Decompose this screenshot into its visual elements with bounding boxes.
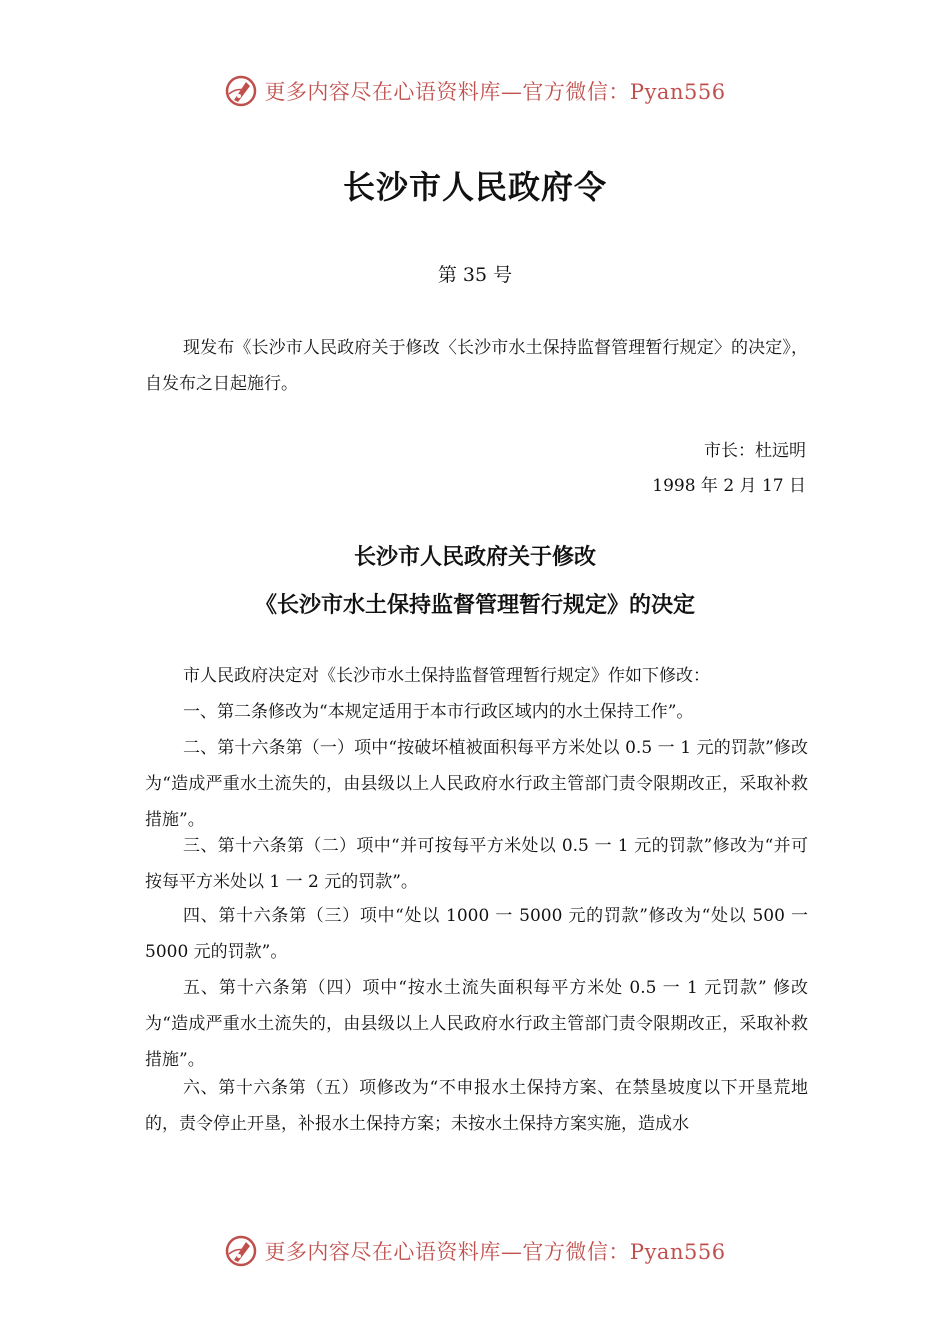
body-paragraph-item-2: 二、第十六条第（一）项中“按破坏植被面积每平方米处以 0.5 一 1 元的罚款”修改为“造成严重水土流失的，由县级以上人民政府水行政主管部门责令限期改正，采取补救措施”。 bbox=[145, 738, 808, 830]
signature-date: 1998 年 2 月 17 日 bbox=[652, 476, 806, 496]
body-paragraph-item-5: 五、第十六条第（四）项中“按水土流失面积每平方米处 0.5 一 1 元罚款” 修改为“造成严重水土流失的，由县级以上人民政府水行政主管部门责令限期改正，采取补救措施”。 bbox=[145, 978, 808, 1070]
watermark-text: 更多内容尽在心语资料库—官方微信：Pyan556 bbox=[264, 80, 726, 104]
decision-title-line2: 《长沙市水土保持监督管理暂行规定》的决定 bbox=[254, 592, 695, 618]
document-title: 长沙市人民政府令 bbox=[342, 168, 607, 206]
order-number: 第 35 号 bbox=[437, 264, 513, 286]
watermark-footer bbox=[0, 1234, 950, 1268]
body-paragraph-item-6: 六、第十六条第（五）项修改为“不申报水土保持方案、在禁垦坡度以下开垦荒地的，责令停止开垦，补报水土保持方案；未按水土保持方案实施，造成水 bbox=[145, 1078, 808, 1134]
watermark-header bbox=[0, 74, 950, 108]
watermark-text: 更多内容尽在心语资料库—官方微信：Pyan556 bbox=[264, 1240, 726, 1264]
signature-mayor: 市长：杜远明 bbox=[704, 441, 806, 461]
body-paragraph-intro: 市人民政府决定对《长沙市水土保持监督管理暂行规定》作如下修改： bbox=[183, 666, 710, 686]
announcement-paragraph: 现发布《长沙市人民政府关于修改〈长沙市水土保持监督管理暂行规定〉的决定》，自发布之日起施行。 bbox=[145, 338, 808, 394]
body-paragraph-item-4: 四、第十六条第（三）项中“处以 1000 一 5000 元的罚款”修改为“处以 500 一 5000 元的罚款”。 bbox=[145, 906, 808, 962]
decision-title-line1: 长沙市人民政府关于修改 bbox=[353, 544, 596, 570]
body-paragraph-item-3: 三、第十六条第（二）项中“并可按每平方米处以 0.5 一 1 元的罚款”修改为“并可按每平方米处以 1 一 2 元的罚款”。 bbox=[145, 836, 808, 892]
pen-nib-logo-icon bbox=[224, 74, 258, 108]
pen-nib-logo-icon bbox=[224, 1234, 258, 1268]
body-paragraph-item-1: 一、第二条修改为“本规定适用于本市行政区域内的水土保持工作”。 bbox=[183, 702, 694, 722]
